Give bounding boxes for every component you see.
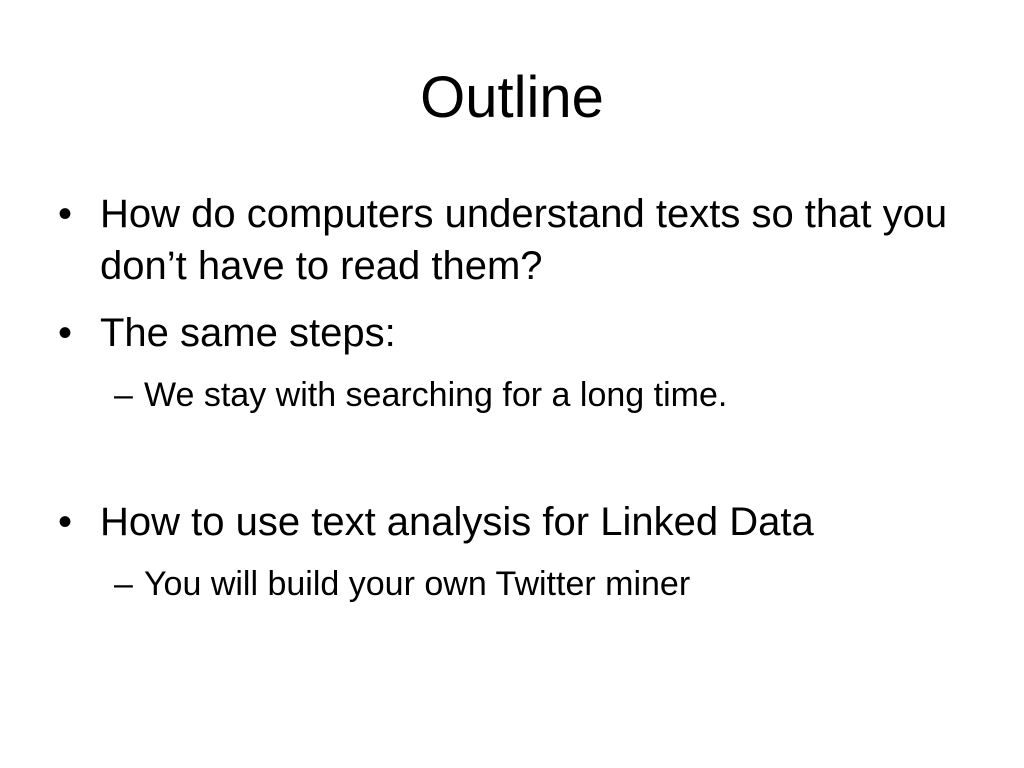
slide-title: Outline — [420, 65, 604, 130]
bullet-text: The same steps: — [100, 311, 396, 355]
bullet-marker: • — [58, 500, 73, 544]
sub-bullet-text: You will build your own Twitter miner — [144, 565, 691, 603]
sub-bullet-marker: – — [114, 376, 133, 414]
bullet-text: How do computers understand texts so that you don’t have to read them? — [100, 192, 948, 288]
bullet-item-3 — [58, 496, 958, 548]
sub-item-3-1 — [114, 562, 974, 606]
sub-bullet-marker: – — [114, 565, 133, 603]
sub-bullet-text: We stay with searching for a long time. — [144, 376, 728, 414]
bullet-item-2 — [58, 307, 958, 359]
bullet-text: How to use text analysis for Linked Data — [100, 500, 814, 544]
bullet-marker: • — [58, 192, 73, 236]
bullet-marker: • — [58, 311, 73, 355]
sub-item-2-1 — [114, 373, 974, 417]
bullet-item-1 — [58, 188, 958, 292]
